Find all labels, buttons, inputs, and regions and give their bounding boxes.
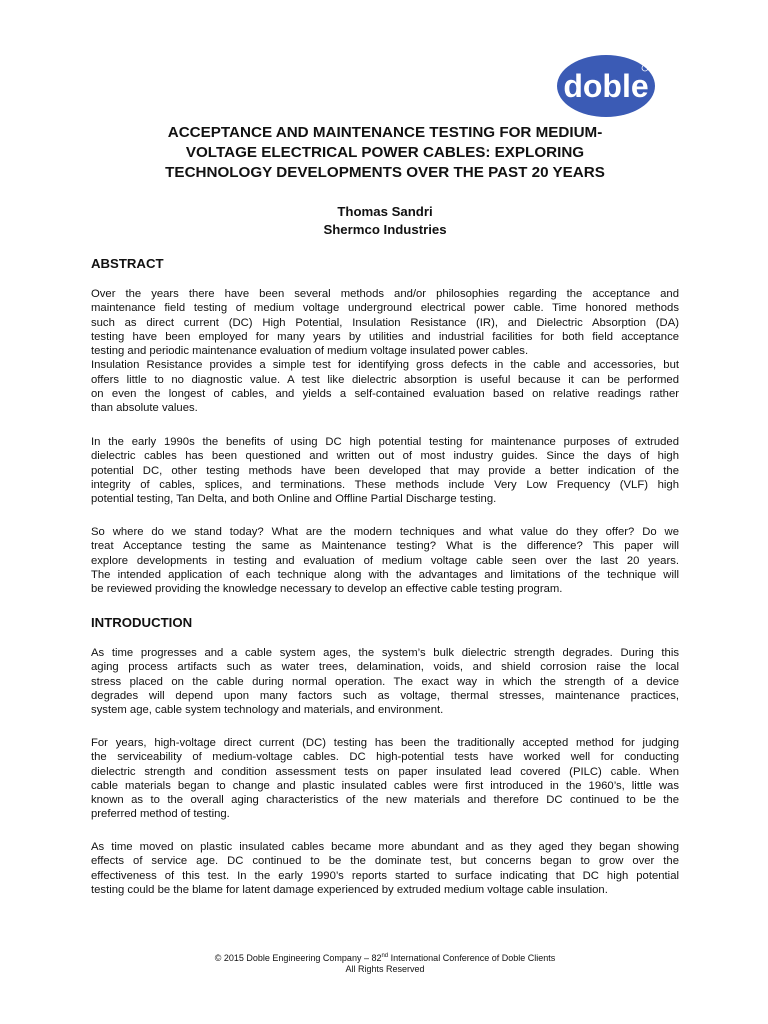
- text-line: potential DC, other testing methods have been developed that may provide a better indication of the: [91, 464, 679, 477]
- intro-paragraph-1: [91, 646, 679, 717]
- text-line: dielectric strength and condition assessment tests on paper insulated lead covered (PILC) cable. When: [91, 765, 679, 778]
- text-line: stress placed on the cable during normal operation. The exact way in which the strength of a device: [91, 675, 679, 688]
- footer-rights: All Rights Reserved: [345, 964, 425, 974]
- page-footer: [90, 953, 680, 975]
- text-line: offers little to no diagnostic value. A test like dielectric absorption is useful because it can be performed: [91, 373, 679, 386]
- author-name: Thomas Sandri: [337, 204, 433, 219]
- text-line: testing could be the blame for latent damage experienced by extruded medium voltage cable insulation.: [91, 883, 608, 896]
- footer-copyright: © 2015 Doble Engineering Company – 82nd International Conference of Doble Clients: [214, 953, 556, 963]
- text-line: dielectric cables has been questioned and written out of most industry guides. Since the days of high: [91, 450, 679, 463]
- title-line: ACCEPTANCE AND MAINTENANCE TESTING FOR MEDIUM-: [167, 124, 603, 141]
- author-block: [90, 203, 680, 239]
- abstract-paragraph-2: [91, 435, 679, 506]
- doble-logo: [556, 54, 656, 118]
- introduction-heading: INTRODUCTION: [91, 615, 193, 630]
- text-line: As time moved on plastic insulated cables became more abundant and as they aged they began showing: [91, 841, 679, 853]
- text-line: For years, high-voltage direct current (DC) testing has been the traditionally accepted method for judging: [91, 737, 679, 749]
- author-affiliation: Shermco Industries: [323, 222, 447, 237]
- abstract-paragraph-3: [91, 525, 679, 596]
- abstract-heading: ABSTRACT: [91, 256, 164, 271]
- text-line: effects of service age. DC continued to be the dominate test, but concerns began to grow over the: [91, 855, 679, 868]
- text-line: testing and periodic maintenance evaluation of medium voltage insulated power cables.: [91, 345, 529, 358]
- text-line: the serviceability of medium-voltage cables. DC high-potential tests have worked well for conducting: [91, 751, 679, 764]
- text-line: such as direct current (DC) High Potential, Insulation Resistance (IR), and Dielectric Absorption (DA): [91, 316, 679, 329]
- text-line: testing have been employed for many years by utilities and industrial facilities for both field acceptance: [91, 330, 679, 343]
- text-line: explore developments in testing and evaluation of medium voltage cable seen over the last 20 years.: [91, 554, 679, 567]
- text-line: The intended application of each technique along with the advantages and limitations of the technique will: [91, 568, 679, 581]
- text-line: Insulation Resistance provides a simple test for identifying gross defects in the cable and accessories, but: [91, 359, 679, 372]
- logo-text: doble: [563, 68, 649, 104]
- abstract-paragraph-1: [91, 287, 679, 416]
- text-line: be reviewed providing the knowledge necessary to develop an effective cable testing program.: [91, 583, 563, 596]
- text-line: Over the years there have been several methods and/or philosophies regarding the acceptance and: [91, 288, 679, 300]
- text-line: So where do we stand today? What are the modern techniques and what value do they offer? Do we: [91, 526, 679, 538]
- text-line: on even the longest of cables, and yields a self-contained evaluation based on relative readings rather: [91, 388, 679, 401]
- text-line: aging process artifacts such as water trees, delamination, voids, and shield corrosion raise the local: [91, 661, 679, 674]
- text-line: cable materials began to change and plastic insulated cables were first introduced in the 1960’s, little was: [91, 779, 679, 792]
- intro-paragraph-2: [91, 736, 679, 822]
- text-line: treat Acceptance testing the same as Maintenance testing? What is the difference? This paper will: [91, 540, 679, 553]
- text-line: system age, cable system technology and materials, and environment.: [91, 704, 444, 717]
- title-line: TECHNOLOGY DEVELOPMENTS OVER THE PAST 20 YEARS: [165, 164, 605, 181]
- text-line: integrity of cables, splices, and terminations. These methods include Very Low Frequency (VLF) high: [91, 478, 679, 491]
- text-line: In the early 1990s the benefits of using DC high potential testing for maintenance purposes of extruded: [91, 436, 679, 448]
- text-line: known as to the overall aging characteristics of the new materials and therefore DC continued to be the: [91, 794, 679, 807]
- title-line: VOLTAGE ELECTRICAL POWER CABLES: EXPLORING: [185, 144, 585, 161]
- text-line: degrades will depend upon many factors such as voltage, thermal stresses, maintenance practices,: [91, 689, 679, 702]
- text-line: preferred method of testing.: [91, 808, 230, 821]
- text-line: than absolute values.: [91, 402, 198, 415]
- paper-title: [90, 123, 680, 183]
- intro-paragraph-3: [91, 840, 679, 897]
- text-line: maintenance field testing of medium voltage underground electrical power cable. Time honored methods: [91, 302, 679, 315]
- text-line: potential testing, Tan Delta, and both Online and Offline Partial Discharge testing.: [91, 493, 497, 506]
- text-line: effectiveness of this test. In the early 1990’s reports started to surface indicating that DC high potential: [91, 869, 679, 882]
- text-line: As time progresses and a cable system ages, the system’s bulk dielectric strength degrades. During this: [91, 647, 679, 659]
